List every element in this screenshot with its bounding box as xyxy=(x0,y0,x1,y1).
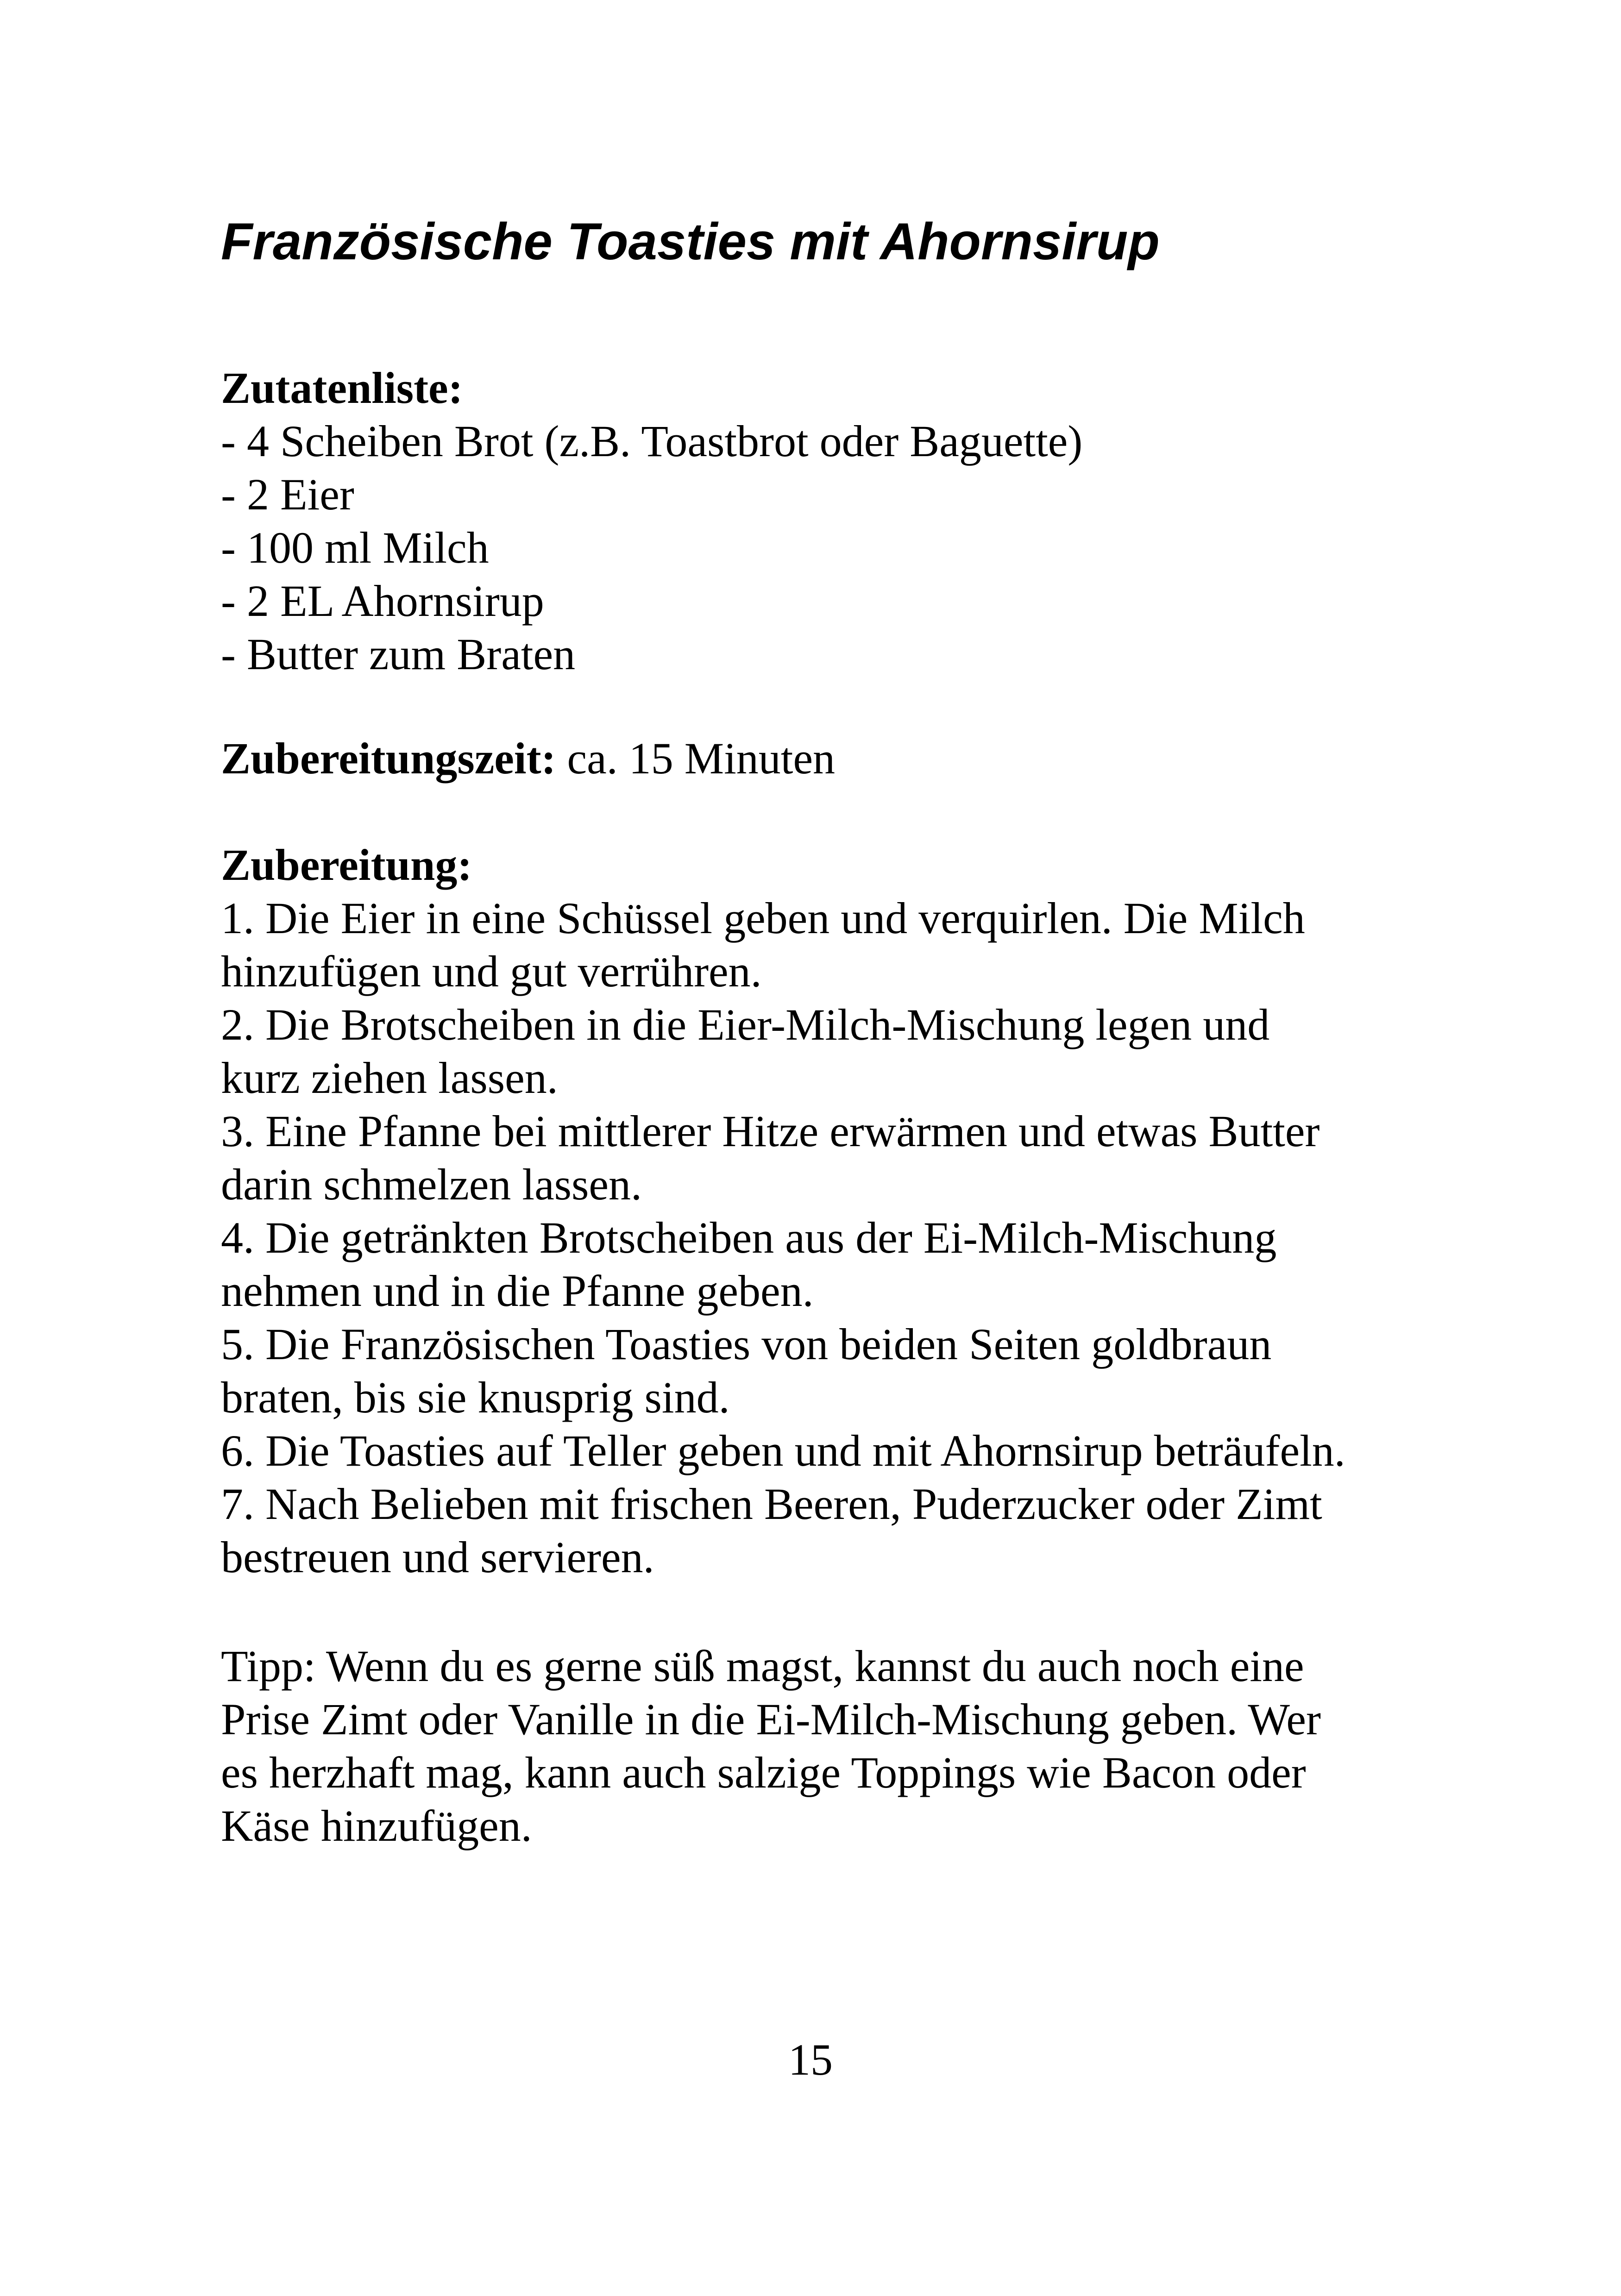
preparation-line: 5. Die Französischen Toasties von beiden Seiten goldbraun xyxy=(221,1319,1272,1369)
preparation-heading: Zubereitung: xyxy=(221,840,472,890)
ingredient-item: - 100 ml Milch xyxy=(221,523,489,572)
prep-time-line xyxy=(221,732,1471,785)
prep-time-value: ca. 15 Minuten xyxy=(556,734,836,783)
preparation-line: darin schmelzen lassen. xyxy=(221,1160,642,1209)
preparation-line: 3. Eine Pfanne bei mittlerer Hitze erwärmen und etwas Butter xyxy=(221,1106,1320,1156)
recipe-title: Französische Toasties mit Ahornsirup xyxy=(221,213,1160,270)
prep-time-label: Zubereitungszeit: xyxy=(221,734,556,783)
preparation-section xyxy=(221,838,1471,1584)
tip-line: Tipp: Wenn du es gerne süß magst, kannst du auch noch eine xyxy=(221,1641,1304,1691)
preparation-line: 6. Die Toasties auf Teller geben und mit Ahornsirup beträufeln. xyxy=(221,1426,1345,1475)
prep-time-section xyxy=(221,732,1471,785)
ingredient-item: - Butter zum Braten xyxy=(221,629,576,679)
ingredients-section xyxy=(221,361,1471,681)
tip-line: Prise Zimt oder Vanille in die Ei-Milch-Mischung geben. Wer xyxy=(221,1694,1321,1744)
preparation-line: nehmen und in die Pfanne geben. xyxy=(221,1266,814,1316)
preparation-line: 4. Die getränkten Brotscheiben aus der Ei-Milch-Mischung xyxy=(221,1213,1277,1262)
ingredients-heading: Zutatenliste: xyxy=(221,363,463,413)
ingredient-item: - 2 Eier xyxy=(221,470,354,519)
preparation-line: 7. Nach Belieben mit frischen Beeren, Puderzucker oder Zimt xyxy=(221,1479,1322,1529)
tip-line: Käse hinzufügen. xyxy=(221,1801,532,1851)
tip-line: es herzhaft mag, kann auch salzige Toppings wie Bacon oder xyxy=(221,1748,1306,1797)
preparation-line: hinzufügen und gut verrühren. xyxy=(221,947,762,996)
ingredient-item: - 2 EL Ahornsirup xyxy=(221,576,544,626)
preparation-line: 2. Die Brotscheiben in die Eier-Milch-Mischung legen und xyxy=(221,1000,1270,1049)
preparation-line: braten, bis sie knusprig sind. xyxy=(221,1373,730,1422)
preparation-line: bestreuen und servieren. xyxy=(221,1532,654,1582)
preparation-line: kurz ziehen lassen. xyxy=(221,1053,558,1103)
ingredient-item: - 4 Scheiben Brot (z.B. Toastbrot oder Baguette) xyxy=(221,416,1083,466)
tip-section xyxy=(221,1639,1471,1852)
preparation-line: 1. Die Eier in eine Schüssel geben und verquirlen. Die Milch xyxy=(221,893,1305,943)
page-number: 15 xyxy=(788,2035,833,2084)
